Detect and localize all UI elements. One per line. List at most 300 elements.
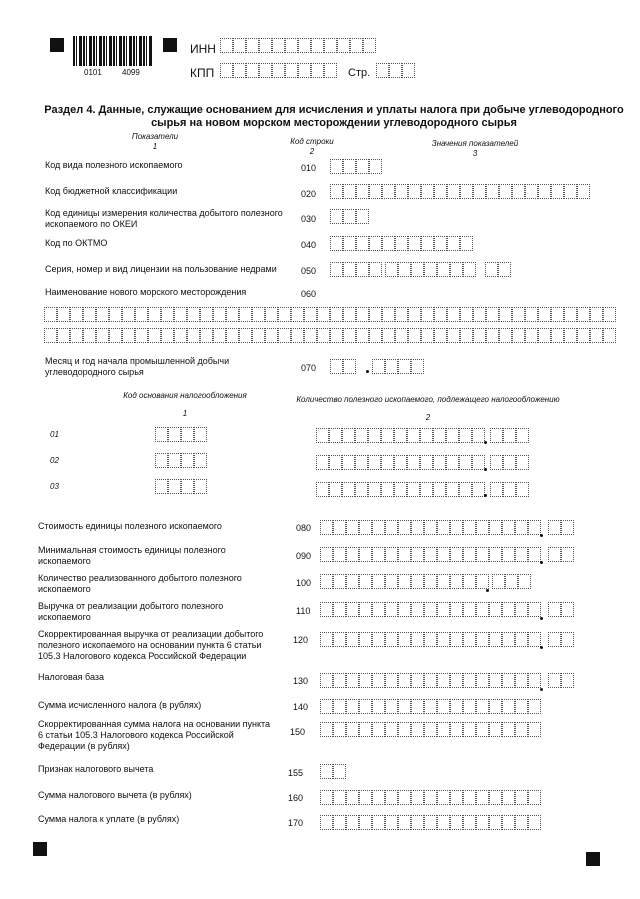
input-cell[interactable]	[320, 632, 333, 647]
input-cell[interactable]	[194, 453, 207, 468]
input-cell[interactable]	[538, 184, 551, 199]
field-110[interactable]	[320, 602, 541, 617]
sub-qty-frac-03[interactable]	[490, 482, 529, 497]
field-030[interactable]	[330, 209, 369, 224]
input-cell[interactable]	[381, 428, 394, 443]
input-cell[interactable]	[424, 632, 437, 647]
input-cell[interactable]	[437, 790, 450, 805]
input-cell[interactable]	[548, 520, 561, 535]
input-cell[interactable]	[333, 790, 346, 805]
input-cell[interactable]	[577, 184, 590, 199]
input-cell[interactable]	[515, 547, 528, 562]
field-170[interactable]	[320, 815, 541, 830]
input-cell[interactable]	[446, 428, 459, 443]
input-cell[interactable]	[476, 673, 489, 688]
input-cell[interactable]	[155, 453, 168, 468]
input-cell[interactable]	[424, 574, 437, 589]
input-cell[interactable]	[437, 602, 450, 617]
input-cell[interactable]	[577, 328, 590, 343]
input-cell[interactable]	[502, 547, 515, 562]
input-cell[interactable]	[272, 38, 285, 53]
input-cell[interactable]	[298, 38, 311, 53]
input-cell[interactable]	[213, 328, 226, 343]
field-090-frac[interactable]	[548, 547, 574, 562]
input-cell[interactable]	[476, 547, 489, 562]
input-cell[interactable]	[329, 428, 342, 443]
input-cell[interactable]	[333, 547, 346, 562]
input-cell[interactable]	[463, 602, 476, 617]
input-cell[interactable]	[528, 520, 541, 535]
input-cell[interactable]	[512, 307, 525, 322]
input-cell[interactable]	[316, 482, 329, 497]
input-cell[interactable]	[528, 673, 541, 688]
input-cell[interactable]	[346, 699, 359, 714]
input-cell[interactable]	[226, 307, 239, 322]
input-cell[interactable]	[372, 574, 385, 589]
input-cell[interactable]	[402, 63, 415, 78]
input-cell[interactable]	[515, 632, 528, 647]
input-cell[interactable]	[181, 479, 194, 494]
input-cell[interactable]	[330, 328, 343, 343]
input-cell[interactable]	[424, 673, 437, 688]
input-cell[interactable]	[385, 815, 398, 830]
input-cell[interactable]	[561, 520, 574, 535]
input-cell[interactable]	[324, 63, 337, 78]
input-cell[interactable]	[342, 455, 355, 470]
input-cell[interactable]	[515, 602, 528, 617]
input-cell[interactable]	[503, 428, 516, 443]
input-cell[interactable]	[485, 262, 498, 277]
input-cell[interactable]	[486, 328, 499, 343]
input-cell[interactable]	[356, 307, 369, 322]
input-cell[interactable]	[408, 236, 421, 251]
input-cell[interactable]	[385, 673, 398, 688]
input-cell[interactable]	[333, 602, 346, 617]
input-cell[interactable]	[272, 63, 285, 78]
input-cell[interactable]	[447, 328, 460, 343]
input-cell[interactable]	[83, 328, 96, 343]
field-110-frac[interactable]	[548, 602, 574, 617]
input-cell[interactable]	[447, 236, 460, 251]
input-cell[interactable]	[472, 428, 485, 443]
field-060-line2[interactable]	[44, 328, 616, 343]
input-cell[interactable]	[446, 455, 459, 470]
field-050-series[interactable]	[330, 262, 382, 277]
input-cell[interactable]	[213, 307, 226, 322]
input-cell[interactable]	[424, 262, 437, 277]
input-cell[interactable]	[233, 63, 246, 78]
input-cell[interactable]	[424, 790, 437, 805]
input-cell[interactable]	[551, 328, 564, 343]
field-120-frac[interactable]	[548, 632, 574, 647]
input-cell[interactable]	[421, 328, 434, 343]
input-cell[interactable]	[398, 790, 411, 805]
input-cell[interactable]	[291, 328, 304, 343]
sub-qty-01[interactable]	[316, 428, 485, 443]
input-cell[interactable]	[369, 159, 382, 174]
sub-qty-frac-02[interactable]	[490, 455, 529, 470]
input-cell[interactable]	[200, 328, 213, 343]
input-cell[interactable]	[460, 184, 473, 199]
input-cell[interactable]	[376, 63, 389, 78]
input-cell[interactable]	[372, 699, 385, 714]
input-cell[interactable]	[503, 455, 516, 470]
input-cell[interactable]	[239, 328, 252, 343]
input-cell[interactable]	[135, 328, 148, 343]
input-cell[interactable]	[148, 328, 161, 343]
input-cell[interactable]	[424, 699, 437, 714]
input-cell[interactable]	[382, 236, 395, 251]
input-cell[interactable]	[421, 236, 434, 251]
input-cell[interactable]	[252, 328, 265, 343]
input-cell[interactable]	[330, 236, 343, 251]
sub-code-01[interactable]	[155, 427, 207, 442]
input-cell[interactable]	[489, 790, 502, 805]
input-cell[interactable]	[502, 602, 515, 617]
input-cell[interactable]	[394, 455, 407, 470]
input-cell[interactable]	[109, 307, 122, 322]
input-cell[interactable]	[424, 547, 437, 562]
input-cell[interactable]	[187, 328, 200, 343]
input-cell[interactable]	[385, 632, 398, 647]
input-cell[interactable]	[590, 328, 603, 343]
input-cell[interactable]	[489, 547, 502, 562]
input-cell[interactable]	[489, 815, 502, 830]
input-cell[interactable]	[398, 359, 411, 374]
input-cell[interactable]	[433, 428, 446, 443]
field-155[interactable]	[320, 764, 346, 779]
input-cell[interactable]	[450, 547, 463, 562]
input-cell[interactable]	[330, 307, 343, 322]
input-cell[interactable]	[398, 602, 411, 617]
input-cell[interactable]	[437, 632, 450, 647]
input-cell[interactable]	[359, 602, 372, 617]
input-cell[interactable]	[551, 307, 564, 322]
input-cell[interactable]	[528, 790, 541, 805]
input-cell[interactable]	[538, 307, 551, 322]
input-cell[interactable]	[472, 482, 485, 497]
input-cell[interactable]	[359, 815, 372, 830]
input-cell[interactable]	[476, 602, 489, 617]
input-cell[interactable]	[518, 574, 531, 589]
input-cell[interactable]	[515, 520, 528, 535]
input-cell[interactable]	[433, 482, 446, 497]
input-cell[interactable]	[420, 428, 433, 443]
input-cell[interactable]	[420, 482, 433, 497]
input-cell[interactable]	[398, 699, 411, 714]
input-cell[interactable]	[395, 328, 408, 343]
sub-code-02[interactable]	[155, 453, 207, 468]
input-cell[interactable]	[220, 63, 233, 78]
input-cell[interactable]	[411, 722, 424, 737]
input-cell[interactable]	[528, 547, 541, 562]
input-cell[interactable]	[346, 673, 359, 688]
input-cell[interactable]	[320, 574, 333, 589]
input-cell[interactable]	[324, 38, 337, 53]
input-cell[interactable]	[320, 699, 333, 714]
sub-qty-frac-01[interactable]	[490, 428, 529, 443]
input-cell[interactable]	[359, 790, 372, 805]
input-cell[interactable]	[525, 328, 538, 343]
input-cell[interactable]	[407, 482, 420, 497]
input-cell[interactable]	[135, 307, 148, 322]
input-cell[interactable]	[359, 547, 372, 562]
input-cell[interactable]	[437, 699, 450, 714]
input-cell[interactable]	[385, 574, 398, 589]
input-cell[interactable]	[502, 722, 515, 737]
field-090[interactable]	[320, 547, 541, 562]
field-120[interactable]	[320, 632, 541, 647]
input-cell[interactable]	[369, 307, 382, 322]
input-cell[interactable]	[421, 307, 434, 322]
input-cell[interactable]	[463, 790, 476, 805]
input-cell[interactable]	[398, 632, 411, 647]
input-cell[interactable]	[174, 328, 187, 343]
input-cell[interactable]	[515, 790, 528, 805]
sub-qty-03[interactable]	[316, 482, 485, 497]
input-cell[interactable]	[590, 307, 603, 322]
input-cell[interactable]	[359, 574, 372, 589]
input-cell[interactable]	[411, 790, 424, 805]
input-cell[interactable]	[502, 673, 515, 688]
input-cell[interactable]	[502, 699, 515, 714]
input-cell[interactable]	[489, 699, 502, 714]
input-cell[interactable]	[411, 520, 424, 535]
input-cell[interactable]	[512, 184, 525, 199]
field-050-type[interactable]	[485, 262, 511, 277]
input-cell[interactable]	[460, 236, 473, 251]
input-cell[interactable]	[342, 428, 355, 443]
input-cell[interactable]	[459, 482, 472, 497]
input-cell[interactable]	[329, 455, 342, 470]
input-cell[interactable]	[564, 328, 577, 343]
field-160[interactable]	[320, 790, 541, 805]
input-cell[interactable]	[356, 159, 369, 174]
input-cell[interactable]	[316, 455, 329, 470]
input-cell[interactable]	[346, 722, 359, 737]
input-cell[interactable]	[109, 328, 122, 343]
input-cell[interactable]	[122, 307, 135, 322]
field-080[interactable]	[320, 520, 541, 535]
input-cell[interactable]	[498, 262, 511, 277]
input-cell[interactable]	[168, 427, 181, 442]
input-cell[interactable]	[394, 428, 407, 443]
field-130[interactable]	[320, 673, 541, 688]
input-cell[interactable]	[181, 427, 194, 442]
input-cell[interactable]	[343, 262, 356, 277]
input-cell[interactable]	[398, 547, 411, 562]
input-cell[interactable]	[385, 359, 398, 374]
input-cell[interactable]	[320, 815, 333, 830]
input-cell[interactable]	[528, 699, 541, 714]
input-cell[interactable]	[411, 699, 424, 714]
input-cell[interactable]	[450, 722, 463, 737]
input-cell[interactable]	[369, 262, 382, 277]
input-cell[interactable]	[395, 184, 408, 199]
input-cell[interactable]	[372, 632, 385, 647]
input-cell[interactable]	[473, 184, 486, 199]
input-cell[interactable]	[463, 632, 476, 647]
input-cell[interactable]	[342, 482, 355, 497]
input-cell[interactable]	[333, 699, 346, 714]
input-cell[interactable]	[551, 184, 564, 199]
inn-field[interactable]	[220, 38, 376, 53]
input-cell[interactable]	[359, 673, 372, 688]
input-cell[interactable]	[317, 307, 330, 322]
input-cell[interactable]	[346, 602, 359, 617]
input-cell[interactable]	[368, 482, 381, 497]
input-cell[interactable]	[437, 547, 450, 562]
field-100[interactable]	[320, 574, 489, 589]
input-cell[interactable]	[385, 699, 398, 714]
input-cell[interactable]	[346, 790, 359, 805]
input-cell[interactable]	[350, 38, 363, 53]
input-cell[interactable]	[343, 359, 356, 374]
input-cell[interactable]	[278, 328, 291, 343]
input-cell[interactable]	[577, 307, 590, 322]
input-cell[interactable]	[489, 520, 502, 535]
input-cell[interactable]	[304, 328, 317, 343]
input-cell[interactable]	[512, 328, 525, 343]
input-cell[interactable]	[490, 455, 503, 470]
input-cell[interactable]	[333, 574, 346, 589]
input-cell[interactable]	[548, 547, 561, 562]
input-cell[interactable]	[408, 307, 421, 322]
input-cell[interactable]	[369, 184, 382, 199]
input-cell[interactable]	[316, 428, 329, 443]
input-cell[interactable]	[359, 632, 372, 647]
input-cell[interactable]	[437, 520, 450, 535]
input-cell[interactable]	[285, 63, 298, 78]
input-cell[interactable]	[411, 359, 424, 374]
input-cell[interactable]	[320, 722, 333, 737]
input-cell[interactable]	[356, 236, 369, 251]
input-cell[interactable]	[450, 520, 463, 535]
input-cell[interactable]	[411, 574, 424, 589]
input-cell[interactable]	[502, 520, 515, 535]
input-cell[interactable]	[259, 63, 272, 78]
input-cell[interactable]	[246, 38, 259, 53]
field-130-frac[interactable]	[548, 673, 574, 688]
input-cell[interactable]	[398, 520, 411, 535]
input-cell[interactable]	[187, 307, 200, 322]
input-cell[interactable]	[476, 815, 489, 830]
input-cell[interactable]	[398, 262, 411, 277]
input-cell[interactable]	[476, 520, 489, 535]
input-cell[interactable]	[372, 547, 385, 562]
input-cell[interactable]	[548, 673, 561, 688]
input-cell[interactable]	[369, 328, 382, 343]
input-cell[interactable]	[398, 815, 411, 830]
input-cell[interactable]	[476, 574, 489, 589]
input-cell[interactable]	[476, 790, 489, 805]
input-cell[interactable]	[330, 159, 343, 174]
input-cell[interactable]	[343, 307, 356, 322]
input-cell[interactable]	[200, 307, 213, 322]
input-cell[interactable]	[368, 428, 381, 443]
input-cell[interactable]	[343, 209, 356, 224]
input-cell[interactable]	[174, 307, 187, 322]
kpp-field[interactable]	[220, 63, 337, 78]
input-cell[interactable]	[561, 602, 574, 617]
input-cell[interactable]	[486, 184, 499, 199]
input-cell[interactable]	[516, 482, 529, 497]
input-cell[interactable]	[411, 602, 424, 617]
input-cell[interactable]	[356, 262, 369, 277]
input-cell[interactable]	[463, 673, 476, 688]
input-cell[interactable]	[320, 520, 333, 535]
input-cell[interactable]	[603, 328, 616, 343]
input-cell[interactable]	[346, 632, 359, 647]
input-cell[interactable]	[434, 328, 447, 343]
input-cell[interactable]	[424, 602, 437, 617]
input-cell[interactable]	[311, 38, 324, 53]
input-cell[interactable]	[329, 482, 342, 497]
input-cell[interactable]	[437, 722, 450, 737]
input-cell[interactable]	[525, 307, 538, 322]
input-cell[interactable]	[450, 790, 463, 805]
input-cell[interactable]	[499, 307, 512, 322]
input-cell[interactable]	[333, 815, 346, 830]
input-cell[interactable]	[363, 38, 376, 53]
input-cell[interactable]	[333, 520, 346, 535]
input-cell[interactable]	[96, 307, 109, 322]
field-070-month[interactable]	[330, 359, 356, 374]
input-cell[interactable]	[408, 328, 421, 343]
input-cell[interactable]	[372, 602, 385, 617]
input-cell[interactable]	[148, 307, 161, 322]
input-cell[interactable]	[252, 307, 265, 322]
input-cell[interactable]	[437, 673, 450, 688]
input-cell[interactable]	[372, 790, 385, 805]
input-cell[interactable]	[499, 328, 512, 343]
input-cell[interactable]	[411, 632, 424, 647]
input-cell[interactable]	[486, 307, 499, 322]
input-cell[interactable]	[330, 209, 343, 224]
input-cell[interactable]	[359, 520, 372, 535]
input-cell[interactable]	[311, 63, 324, 78]
input-cell[interactable]	[382, 307, 395, 322]
input-cell[interactable]	[460, 307, 473, 322]
input-cell[interactable]	[420, 455, 433, 470]
input-cell[interactable]	[394, 482, 407, 497]
input-cell[interactable]	[516, 428, 529, 443]
input-cell[interactable]	[346, 815, 359, 830]
input-cell[interactable]	[168, 479, 181, 494]
input-cell[interactable]	[447, 307, 460, 322]
input-cell[interactable]	[356, 184, 369, 199]
input-cell[interactable]	[346, 547, 359, 562]
input-cell[interactable]	[385, 262, 398, 277]
input-cell[interactable]	[528, 815, 541, 830]
input-cell[interactable]	[246, 63, 259, 78]
input-cell[interactable]	[463, 699, 476, 714]
input-cell[interactable]	[356, 328, 369, 343]
input-cell[interactable]	[407, 428, 420, 443]
input-cell[interactable]	[446, 482, 459, 497]
input-cell[interactable]	[320, 790, 333, 805]
input-cell[interactable]	[502, 815, 515, 830]
input-cell[interactable]	[233, 38, 246, 53]
input-cell[interactable]	[343, 236, 356, 251]
field-050-number[interactable]	[385, 262, 476, 277]
input-cell[interactable]	[528, 602, 541, 617]
input-cell[interactable]	[291, 307, 304, 322]
input-cell[interactable]	[168, 453, 181, 468]
input-cell[interactable]	[343, 328, 356, 343]
sub-qty-02[interactable]	[316, 455, 485, 470]
input-cell[interactable]	[515, 699, 528, 714]
